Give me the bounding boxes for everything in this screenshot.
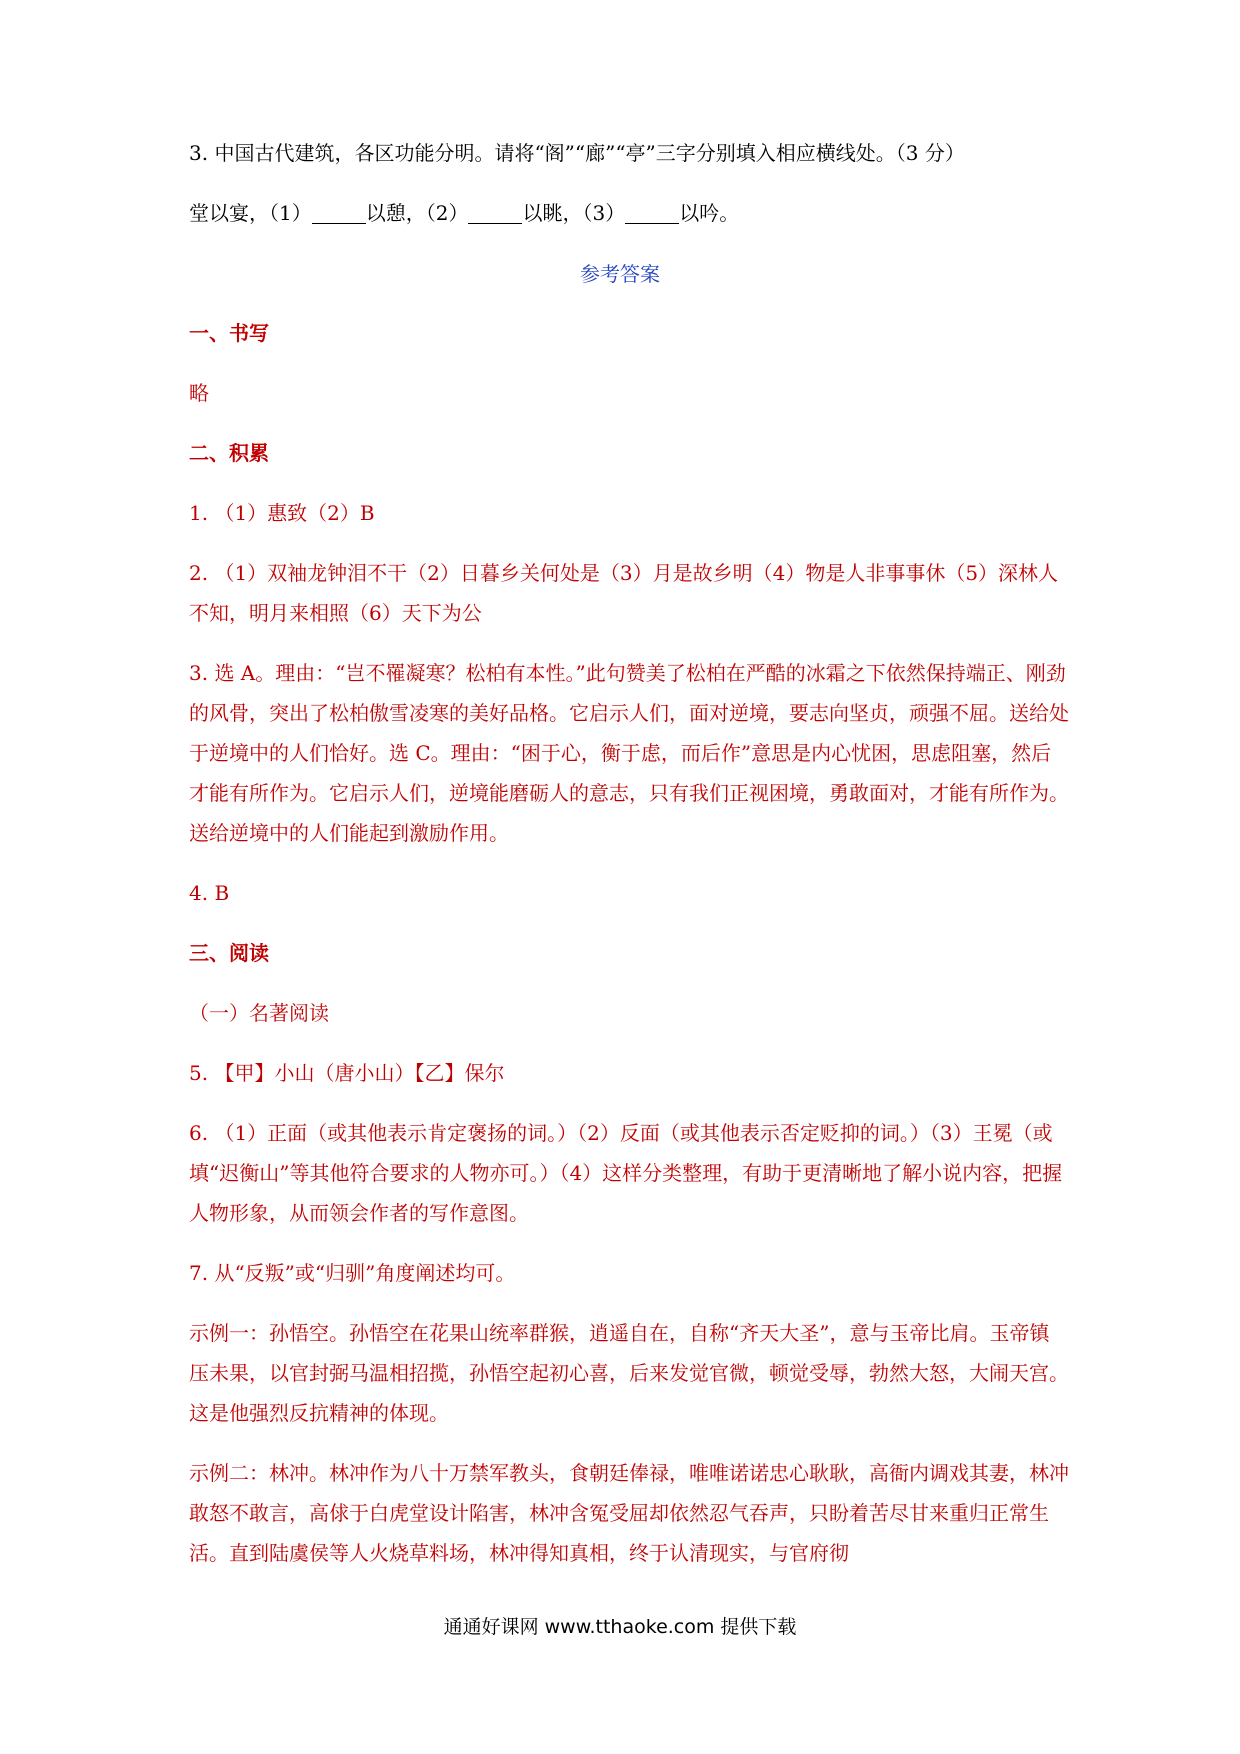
- answer-4: 4. B: [189, 881, 230, 905]
- question-3-fill-line: [189, 193, 1069, 233]
- fill-text-a: 堂以宴，（1）: [189, 201, 312, 225]
- page-footer: 通通好课网 www.tthaoke.com 提供下载: [443, 1616, 797, 1638]
- answer-2: 2. （1）双袖龙钟泪不干（2）日暮乡关何处是（3）月是故乡明（4）物是人非事事休（5）深林人不知，明月来相照（6）天下为公: [189, 561, 1059, 625]
- example-1: 示例一：孙悟空。孙悟空在花果山统率群猴，逍遥自在，自称“齐天大圣”，意与玉帝比肩。玉帝镇压未果，以官封弼马温相招揽，孙悟空起初心喜，后来发觉官微，顿觉受辱，勃然大怒，大闹天宫。这是他强烈反抗精神的体现。: [189, 1321, 1069, 1425]
- blank-3: [625, 201, 679, 224]
- question-3-title: 3. 中国古代建筑，各区功能分明。请将“阁”“廊”“亭”三字分别填入相应横线处。（3 分）: [189, 141, 965, 165]
- example-2: 示例二：林冲。林冲作为八十万禁军教头，食朝廷俸禄，唯唯诺诺忠心耿耿，高衙内调戏其妻，林冲敢怒不敢言，高俅于白虎堂设计陷害，林冲含冤受屈却依然忍气吞声，只盼着苦尽甘来重归正常生活。直到陆虞侯等人火烧草料场，林冲得知真相，终于认清现实，与官府彻: [189, 1461, 1069, 1565]
- fill-text-b: 以憩，（2）: [365, 201, 469, 225]
- section-3-heading: 三、阅读: [189, 941, 269, 965]
- blank-1: [312, 201, 366, 224]
- section-3-subheading: （一）名著阅读: [189, 1001, 329, 1025]
- answer-6: 6. （1）正面（或其他表示肯定褒扬的词。）（2）反面（或其他表示否定贬抑的词。）（3）王冕（或填“迟衡山”等其他符合要求的人物亦可。）（4）这样分类整理，有助于更清晰地了解小说内容，把握人物形象，从而领会作者的写作意图。: [189, 1121, 1063, 1225]
- answer-3: 3. 选 A。理由：“岂不罹凝寒？松柏有本性。”此句赞美了松柏在严酷的冰霜之下依然保持端正、刚劲的风骨，突出了松柏傲雪凌寒的美好品格。它启示人们，面对逆境，要志向坚贞，顽强不屈。送给处于逆境中的人们恰好。选 C。理由：“困于心，衡于虑，而后作”意思是内心忧困，思虑阻塞，然后才能有所作为。它启示人们，逆境能磨砺人的意志，只有我们正视困境，勇敢面对，才能有所作为。送给逆境中的人们能起到激励作用。: [189, 661, 1069, 845]
- blank-2: [468, 201, 522, 224]
- answer-7: 7. 从“反叛”或“归驯”角度阐述均可。: [189, 1261, 516, 1285]
- answer-1: 1. （1）惠致（2）B: [189, 501, 375, 525]
- section-2-heading: 二、积累: [189, 441, 269, 465]
- fill-text-c: 以眺，（3）: [522, 201, 626, 225]
- answer-title: 参考答案: [580, 262, 660, 286]
- answer-5: 5. 【甲】小山（唐小山）【乙】保尔: [189, 1061, 505, 1085]
- fill-text-d: 以吟。: [679, 201, 740, 225]
- section-1-heading: 一、书写: [189, 321, 269, 345]
- section-1-answer: 略: [189, 381, 209, 405]
